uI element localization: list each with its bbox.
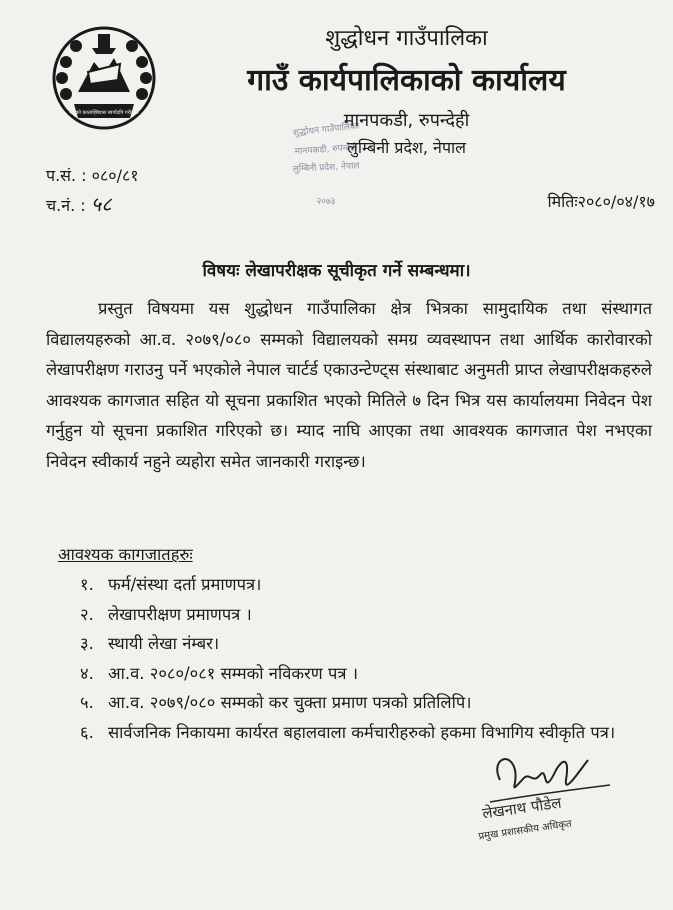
office-name: गाउँ कार्यपालिकाको कार्यालय (247, 63, 566, 98)
list-item-number: ४. (80, 663, 94, 683)
reference-cn-value: ५८ (90, 192, 112, 216)
reference-cn-label: च.नं. : (46, 196, 86, 215)
list-item-text: आ.व. २०८०/०८१ सम्मको नविकरण पत्र । (108, 663, 358, 683)
signatory-title: प्रमुख प्रशासकीय अधिकृत (477, 818, 573, 843)
stamp-line-3: लुम्बिनी प्रदेश, नेपाल (292, 161, 360, 175)
reference-ps: प.सं. : ०८०/८१ (46, 166, 139, 185)
list-item (80, 659, 650, 689)
notice-body: प्रस्तुत विषयमा यस शुद्धोधन गाउँपालिका क्षेत्र भित्रका सामुदायिक तथा संस्थागत विद्यालयहरुको आ.व. २०७९/०८० सम्मको विद्यालयको समग्र व्यवस्थापन तथा आर्थिक कारोवारको लेखापरीक्षण गराउनु पर्ने भएकोले नेपाल चार्टर्ड एकाउन्टेण्ट्स संस्थाबाट अनुमती प्राप्त लेखापरीक्षकहरुले आवश्यक कागजात सहित यो सूचना प्रकाशित भएको मितिले ७ दिन भित्र यस कार्यालयमा निवेदन पेश गर्नुहुन यो सूचना प्रकाशित गरिएको छ। म्याद नाघि आएका तथा आवश्यक कागजात पेश नभएका निवेदन स्वीकार्य नहुने व्यहोरा समेत जानकारी गराइन्छ। (46, 299, 652, 471)
notice-date: मितिः२०८०/०४/१७ (547, 192, 655, 211)
list-item (80, 629, 650, 659)
stamp-line-1: शुद्धोधन गाउँपालिका (292, 121, 360, 139)
nepal-emblem-icon (48, 22, 160, 134)
stamp-line-4: २०७३ (316, 197, 336, 207)
notice-subject: विषयः लेखापरीक्षक सूचीकृत गर्ने सम्बन्धमा। (202, 261, 471, 281)
signatory-name: लेखनाथ पौडेल (481, 793, 563, 823)
list-item-number: २. (80, 604, 94, 624)
office-stamp (270, 116, 382, 211)
list-item-text: स्थायी लेखा नंम्बर। (108, 634, 220, 653)
list-item-text: आ.व. २०७९/०८० सम्मको कर चुक्ता प्रमाण पत्रको प्रतिलिपि। (108, 693, 472, 712)
list-item-number: ५. (80, 693, 94, 712)
list-item (80, 688, 650, 718)
list-item-number: ६. (80, 722, 94, 742)
reference-cn (46, 190, 112, 217)
list-item-text: लेखापरीक्षण प्रमाणपत्र । (108, 604, 252, 624)
list-item (80, 600, 650, 630)
list-item-number: १. (80, 575, 94, 594)
requirements-title: आवश्यक कागजातहरुः (58, 545, 193, 564)
list-item-text: सार्वजनिक निकायमा कार्यरत बहालवाला कर्मचारीहरुको हकमा विभागिय स्वीकृति पत्र। (108, 722, 616, 742)
svg-text:जनको कालाह्बिवास स्वर्गादपि गर: जनको कालाह्बिवास स्वर्गादपि गरीयसी (69, 110, 139, 116)
list-item (80, 570, 650, 600)
stamp-line-2: मानपकडी, रुपन्देही (294, 142, 358, 158)
list-item-text: फर्म/संस्था दर्ता प्रमाणपत्र। (108, 575, 262, 594)
province-name: लुम्बिनी प्रदेश, नेपाल (346, 138, 467, 157)
office-location: मानपकडी, रुपन्देही (343, 110, 470, 131)
list-item-number: ३. (80, 634, 94, 653)
requirements-list (80, 570, 650, 747)
municipality-name: शुद्धोधन गाउँपालिका (325, 26, 488, 51)
